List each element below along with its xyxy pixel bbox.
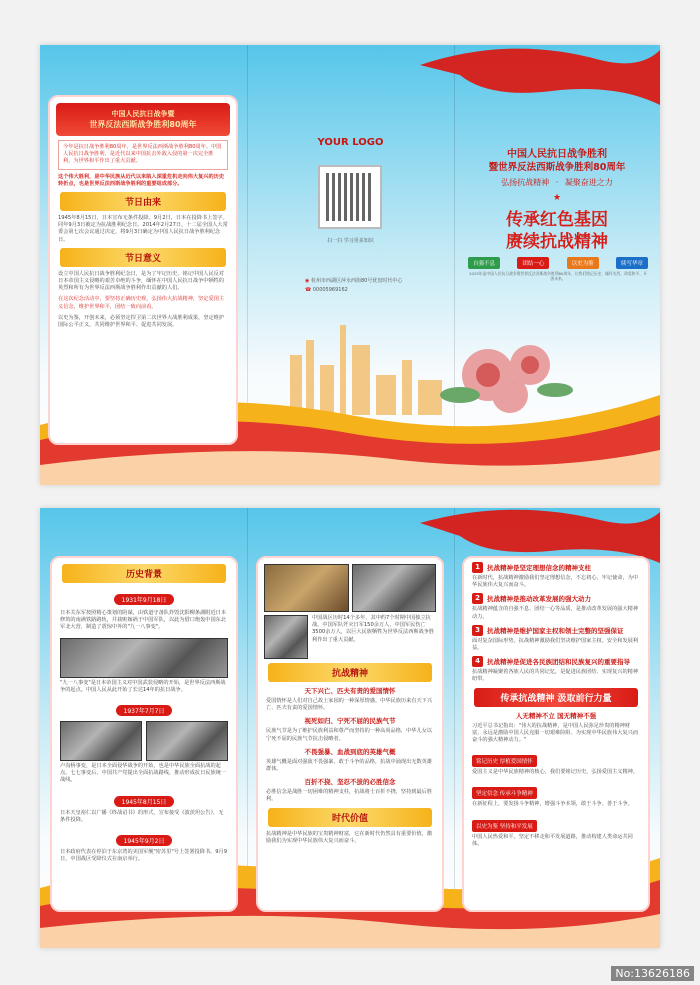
slogan-right: 凝聚奋进之力 bbox=[564, 178, 613, 187]
date-tag: 1945年8月15日 bbox=[114, 796, 175, 807]
history-text-5: 日本政府代表在停泊于东京湾的美国军舰"密苏里"号上签署投降书。9月9日，中国战区受降仪式在南京举行。 bbox=[60, 849, 227, 863]
cover-title-2: 暨世界反法西斯战争胜利80周年 bbox=[488, 162, 626, 173]
spirit-item-text: 英雄气概是面对强敌不畏强暴，敢于斗争的品格，抗战中涌现出无数英雄群体。 bbox=[266, 758, 433, 773]
phone-icon: ☎ bbox=[305, 287, 312, 293]
pill-row bbox=[468, 257, 648, 269]
pill-tag: 自强不息 bbox=[468, 257, 500, 269]
meaning-section-title: 节日意义 bbox=[60, 248, 226, 267]
historical-photo bbox=[264, 564, 349, 612]
phone-text: 00005969162 bbox=[312, 287, 348, 293]
front-right-panel bbox=[454, 45, 660, 345]
action-section-title: 传承抗战精神 汲取前行力量 bbox=[474, 688, 638, 707]
spirit-item-text: 民族气节是为了维护民族利益和尊严而坚持的一种高尚品格，中华儿女以宁死不屈的民族气节抗击侵略者。 bbox=[266, 728, 433, 742]
cover-slogan bbox=[454, 177, 660, 188]
action-subtitle: 人无精神不立 国无精神不强 bbox=[515, 711, 597, 720]
spirit-item-text: 爱国情怀是人们对自己故土家园的一种深厚情感。中华民族历来有天下兴亡、匹夫有责的爱国情怀。 bbox=[266, 698, 433, 712]
headline-1: 传承红色基因 bbox=[506, 210, 608, 230]
photo-row bbox=[60, 721, 228, 761]
cover-title-1: 中国人民抗日战争胜利 bbox=[507, 149, 607, 160]
meaning-text-2: 在这次纪念活动中，要坚持正确历史观，弘扬伟大抗战精神，坚定爱国主义信念，维护世界和平，团结一致向前看。 bbox=[58, 296, 225, 310]
intro-red-text: 今年是抗日战争胜利80周年，是世界反法西斯战争胜利80周年。中国人民抗日战争胜利，是近代以来中国抗击外敌入侵的第一次完全胜利，为世界和平作出了重大贡献。 bbox=[58, 140, 228, 170]
point-text: 在新时代，抗战精神激励我们坚定理想信念，不忘初心、牢记使命，为中华民族伟大复兴而奋斗。 bbox=[472, 575, 639, 589]
point-heading-text: 抗战精神是坚定理想信念的精神支柱 bbox=[487, 564, 591, 572]
point-heading: 2 抗战精神是推动改革发展的强大动力 bbox=[472, 593, 640, 604]
history-text-3: 卢沟桥事变，是日本全面侵华战争的开始，也是中华民族全面抗战的起点。七七事变后，中国共产党提出全面抗战路线，推动形成抗日民族统一战线。 bbox=[60, 763, 227, 784]
spirit-item-title: 天下兴亡、匹夫有责的爱国情怀 bbox=[304, 687, 396, 695]
header-line-2: 世界反法西斯战争胜利80周年 bbox=[89, 120, 197, 129]
history-section-title: 历史背景 bbox=[62, 564, 226, 583]
back-middle-panel bbox=[256, 556, 444, 912]
origin-text: 1945年8月15日，日本宣布无条件投降。9月2日，日本在投降书上签字。同年9月3日被定为抗战胜利纪念日。2014年2月27日，十二届全国人大常委会第七次会议通过决定，将9月3日确定为中国人民抗日战争胜利纪念日。 bbox=[58, 215, 228, 243]
spirit-item-title: 百折不挠、坚忍不拔的必胜信念 bbox=[304, 778, 396, 787]
tag-label: 铭记历史 厚植爱国情怀 bbox=[472, 755, 537, 767]
header-banner bbox=[56, 103, 230, 136]
point-heading-text: 抗战精神是推动改革发展的强大动力 bbox=[487, 595, 591, 604]
point-heading-text: 抗战精神是促进各民族团结和民族复兴的重要指导 bbox=[487, 658, 630, 667]
point-heading-text: 抗战精神是维护国家主权和领土完整的坚强保证 bbox=[487, 626, 624, 635]
history-text-1: 日本关东军按照精心策划的阴谋，由铁道守备队炸毁沈阳柳条湖附近日本修筑的南满铁路路轨，并栽赃嫁祸于中国军队，以此为借口炮轰中国东北军北大营，制造了震惊中外的"九一八事变"。 bbox=[60, 610, 227, 631]
back-right-panel bbox=[462, 556, 650, 912]
spirit-section-title: 抗战精神 bbox=[268, 663, 432, 682]
address-line bbox=[305, 277, 402, 284]
spirit-item-title: 不畏强暴、血战到底的英雄气概 bbox=[304, 747, 396, 756]
intro-bold-text: 这个伟大胜利，是中华民族从近代以来陷入深重危机走向伟大复兴的历史转折点，也是世界反法西斯战争胜利的重要组成部分。 bbox=[58, 173, 225, 187]
headline-2: 赓续抗战精神 bbox=[506, 232, 608, 252]
logo-text: YOUR LOGO bbox=[317, 137, 384, 148]
brochure-outer-sheet bbox=[40, 45, 660, 485]
historical-photo bbox=[146, 721, 228, 761]
middle-intro-text: 中国战区历时14个多年，其中约7个时期中国独立抗战。中国军队歼灭日军150余万人，中国军民伤亡3500余万人，以巨大民族牺牲为世界反法西斯战争胜利作出了重大贡献。 bbox=[312, 615, 435, 643]
header-line-1: 中国人民抗日战争暨 bbox=[111, 110, 175, 118]
watermark-id: No:13626186 bbox=[611, 966, 694, 981]
star-icon: · bbox=[555, 178, 559, 187]
date-tag: 1931年9月18日 bbox=[114, 594, 175, 605]
spirit-item-text: 必胜信念是战胜一切困难的精神支柱，抗战将士百折不挠，坚持到最后胜利。 bbox=[266, 789, 433, 803]
date-tag: 1937年7月7日 bbox=[116, 705, 173, 716]
history-text-2: "九一八事变"是日本帝国主义对中国武装侵略的开始，是世界反法西斯战争的起点。中国人民从此开始了长达14年的抗日战争。 bbox=[60, 679, 226, 693]
cover-tiny-text: 2025年是中国人民抗日战争暨世界反法西斯战争胜利80周年，让我们铭记历史、缅怀先烈、珍爱和平、开创未来。 bbox=[469, 271, 647, 281]
action-text: 习近平总书记指出："伟大的抗战精神，是中国人民弥足珍贵的精神财富，永远是激励中国人民克服一切艰难险阻、为实现中华民族伟大复兴而奋斗的强大精神动力。" bbox=[472, 722, 639, 744]
tag-text: 爱国主义是中华民族精神的核心，我们要铭记历史，弘扬爱国主义精神。 bbox=[472, 769, 639, 776]
back-left-panel bbox=[50, 556, 238, 912]
meaning-text-1: 设立中国人民抗日战争胜利纪念日，是为了牢记历史、铭记中国人民反对日本帝国主义侵略的艰苦卓绝的斗争，缅怀在中国人民抗日战争中牺牲的英烈和所有为世界反法西斯战争胜利作出贡献的人们。 bbox=[58, 270, 225, 292]
spirit-item-title: 视死如归、宁死不屈的民族气节 bbox=[304, 717, 396, 726]
location-icon: ◉ bbox=[305, 278, 310, 284]
historical-photo bbox=[264, 615, 308, 659]
tag-label: 坚定信念 传承斗争精神 bbox=[472, 787, 537, 799]
value-text: 抗战精神是中华民族的宝贵精神财富，它在新时代仍然具有重要价值，激励我们为实现中华民族伟大复兴而奋斗。 bbox=[266, 830, 433, 844]
qr-code-icon bbox=[326, 173, 374, 221]
front-middle-panel bbox=[247, 45, 454, 345]
historical-photo bbox=[352, 564, 437, 612]
tag-text: 在新征程上，要发扬斗争精神，增强斗争本领，敢于斗争、善于斗争。 bbox=[472, 801, 633, 808]
historical-photo bbox=[60, 638, 228, 678]
origin-section-title: 节日由来 bbox=[60, 192, 226, 211]
pill-tag: 团结一心 bbox=[517, 257, 549, 269]
point-heading: 4 抗战精神是促进各民族团结和民族复兴的重要指导 bbox=[472, 656, 640, 667]
value-section-title: 时代价值 bbox=[268, 808, 432, 827]
qr-code-box bbox=[318, 165, 382, 229]
slogan-left: 弘扬抗战精神 bbox=[501, 178, 550, 187]
historical-photo bbox=[60, 721, 142, 761]
address-text: 杭州市西湖区萍水西街80号优盘时代中心 bbox=[310, 278, 403, 284]
history-text-4: 日本天皇裕仁以广播《终战诏书》的形式，宣布接受《波茨坦公告》，无条件投降。 bbox=[60, 809, 224, 823]
point-text: 面对复杂国际形势，抗战精神激励我们坚决维护国家主权、安全和发展利益。 bbox=[472, 637, 639, 652]
point-heading: 3 抗战精神是维护国家主权和领土完整的坚强保证 bbox=[472, 625, 640, 636]
point-text: 抗战精神凝聚着各族人民的共同记忆，是促进民族团结、实现复兴的精神纽带。 bbox=[472, 669, 639, 683]
photo-row bbox=[264, 564, 436, 612]
brochure-inner-sheet bbox=[40, 508, 660, 948]
phone-line bbox=[305, 287, 348, 293]
star-icon: ★ bbox=[552, 193, 562, 203]
qr-caption: 扫一扫 学习更多知识 bbox=[327, 238, 374, 244]
pill-tag: 续写华章 bbox=[616, 257, 648, 269]
front-left-panel bbox=[48, 95, 238, 445]
tag-text: 中国人民热爱和平，坚定不移走和平发展道路，推动构建人类命运共同体。 bbox=[472, 833, 633, 847]
point-text: 抗战精神蕴含的自强不息、团结一心等品质，是推动改革发展的强大精神动力。 bbox=[472, 606, 639, 620]
pill-tag: 以史为鉴 bbox=[567, 257, 599, 269]
text-photo-row bbox=[264, 615, 436, 659]
point-heading: 1 抗战精神是坚定理想信念的精神支柱 bbox=[472, 562, 640, 573]
text-photo-row bbox=[60, 610, 228, 636]
meaning-text-3: 以史为鉴，开创未来，必须坚定捍卫第二次世界大战胜利成果，坚定维护国际公平正义，共同维护世界和平、促进共同发展。 bbox=[58, 314, 225, 329]
date-tag: 1945年9月2日 bbox=[116, 835, 173, 846]
tag-label: 以史为鉴 坚持和平发展 bbox=[472, 820, 537, 832]
